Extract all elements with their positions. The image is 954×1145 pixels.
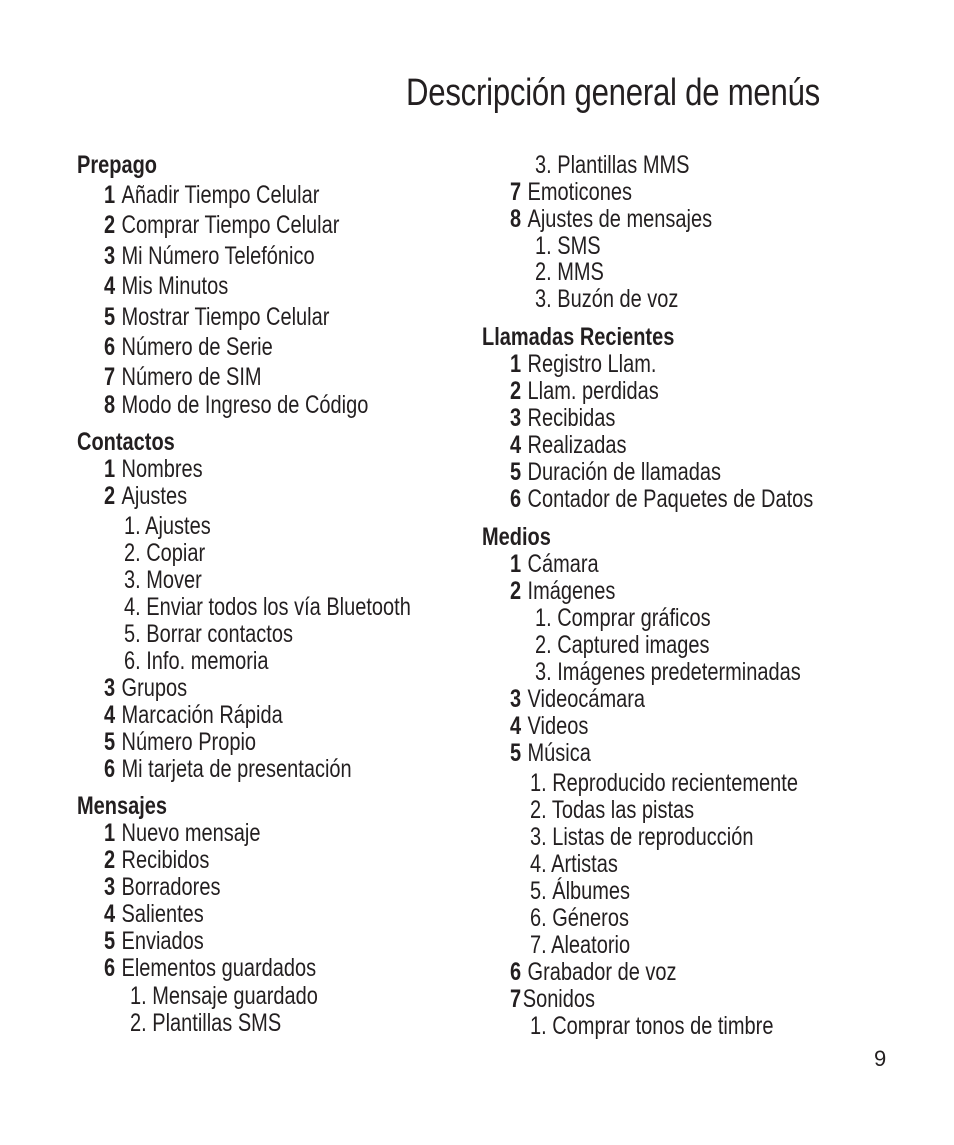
menu-item-number: 5	[104, 728, 116, 756]
menu-item-label: Emoticones	[527, 178, 633, 206]
menu-item-label: Mi Número Telefónico	[121, 242, 315, 270]
page-number: 9	[874, 1046, 887, 1071]
menu-item-number: 6	[104, 755, 116, 783]
menu-item	[104, 391, 368, 419]
menu-item	[104, 873, 220, 901]
menu-item-number: 2	[104, 482, 116, 510]
menu-item	[104, 927, 204, 955]
menu-item-number: 4	[510, 712, 522, 740]
menu-item-number: 7	[510, 985, 522, 1013]
menu-item-number: 5	[104, 927, 116, 955]
submenu-item: 6. Géneros	[530, 904, 629, 932]
submenu-item: 3. Buzón de voz	[535, 285, 679, 313]
menu-item-number: 6	[510, 485, 522, 513]
menu-item-label: Borradores	[121, 873, 221, 901]
menu-item-label: Videocámara	[527, 685, 646, 713]
menu-item-label: Comprar Tiempo Celular	[121, 211, 340, 239]
menu-item	[104, 211, 339, 239]
menu-item	[510, 985, 595, 1013]
menu-item-label: Marcación Rápida	[121, 701, 283, 729]
submenu-item: 2. Todas las pistas	[530, 796, 695, 824]
submenu-item: 7. Aleatorio	[530, 931, 631, 959]
menu-item	[104, 701, 283, 729]
menu-item	[104, 303, 329, 331]
menu-item-label: Añadir Tiempo Celular	[121, 181, 320, 209]
menu-item	[104, 755, 352, 783]
submenu-item: 2. Captured images	[535, 631, 710, 659]
submenu-item: 2. Copiar	[124, 539, 206, 567]
menu-item-number: 7	[104, 363, 116, 391]
menu-item	[510, 739, 591, 767]
menu-item	[104, 242, 315, 270]
submenu-item: 6. Info. memoria	[124, 647, 269, 675]
submenu-item: 1. Ajustes	[124, 512, 211, 540]
menu-item-label: Recibidas	[527, 404, 616, 432]
menu-item-number: 8	[104, 391, 116, 419]
menu-item	[510, 550, 599, 578]
menu-item-number: 3	[510, 685, 522, 713]
menu-item-number: 5	[510, 458, 522, 486]
menu-item-number: 6	[104, 954, 116, 982]
submenu-item: 5. Borrar contactos	[124, 620, 293, 648]
menu-item-number: 1	[510, 550, 522, 578]
menu-item	[510, 350, 656, 378]
menu-item	[510, 205, 712, 233]
menu-item-label: Salientes	[121, 900, 204, 928]
menu-item-label: Enviados	[121, 927, 204, 955]
menu-item-number: 6	[510, 958, 522, 986]
menu-item-number: 5	[510, 739, 522, 767]
menu-item-number: 4	[104, 272, 116, 300]
menu-item	[510, 178, 632, 206]
menu-item-number: 4	[510, 431, 522, 459]
menu-item-number: 4	[104, 900, 116, 928]
menu-item-number: 2	[104, 846, 116, 874]
section-heading: Contactos	[77, 428, 175, 456]
menu-item-label: Nuevo mensaje	[121, 819, 261, 847]
menu-item-label: Mostrar Tiempo Celular	[121, 303, 330, 331]
submenu-item: 3. Plantillas MMS	[535, 151, 690, 179]
menu-item-number: 3	[510, 404, 522, 432]
menu-item	[104, 272, 228, 300]
menu-item	[104, 482, 187, 510]
submenu-item: 1. Mensaje guardado	[130, 982, 318, 1010]
menu-item-label: Modo de Ingreso de Código	[121, 391, 369, 419]
submenu-item: 3. Mover	[124, 566, 202, 594]
menu-item-label: Ajustes de mensajes	[527, 205, 713, 233]
menu-item	[104, 954, 316, 982]
menu-item-number: 2	[104, 211, 116, 239]
submenu-item: 3. Listas de reproducción	[530, 823, 754, 851]
menu-item	[510, 577, 615, 605]
menu-item-number: 3	[104, 242, 116, 270]
menu-item	[104, 900, 204, 928]
menu-item-label: Realizadas	[527, 431, 627, 459]
menu-item-label: Llam. perdidas	[527, 377, 659, 405]
menu-item-label: Elementos guardados	[121, 954, 317, 982]
menu-item-number: 7	[510, 178, 522, 206]
menu-item-number: 1	[104, 819, 116, 847]
menu-item	[510, 377, 659, 405]
menu-item-label: Mis Minutos	[121, 272, 229, 300]
menu-item-label: Número de Serie	[121, 333, 273, 361]
menu-item-number: 1	[104, 455, 116, 483]
menu-item-label: Duración de llamadas	[527, 458, 721, 486]
menu-item-label: Música	[527, 739, 591, 767]
menu-item	[104, 455, 203, 483]
menu-item-number: 2	[510, 377, 522, 405]
section-heading: Prepago	[77, 151, 158, 179]
submenu-item: 5. Álbumes	[530, 877, 631, 905]
menu-item-label: Videos	[527, 712, 589, 740]
section-heading: Llamadas Recientes	[482, 323, 675, 351]
menu-item-number: 5	[104, 303, 116, 331]
submenu-item: 1. Comprar gráficos	[535, 604, 711, 632]
menu-item	[104, 728, 256, 756]
menu-item	[104, 819, 261, 847]
menu-item	[510, 685, 645, 713]
section-heading: Medios	[482, 523, 551, 551]
menu-item-label: Imágenes	[527, 577, 616, 605]
menu-item-number: 8	[510, 205, 522, 233]
section-heading: Mensajes	[77, 792, 168, 820]
menu-item-label: Nombres	[121, 455, 203, 483]
submenu-item: 2. Plantillas SMS	[130, 1009, 282, 1037]
submenu-item: 1. Comprar tonos de timbre	[530, 1012, 774, 1040]
menu-item	[510, 431, 626, 459]
menu-item-number: 3	[104, 873, 116, 901]
menu-item	[104, 674, 187, 702]
menu-item	[510, 485, 813, 513]
menu-item-number: 3	[104, 674, 116, 702]
menu-item	[510, 958, 677, 986]
submenu-item: 3. Imágenes predeterminadas	[535, 658, 801, 686]
submenu-item: 1. SMS	[535, 232, 601, 260]
menu-item-label: Grupos	[121, 674, 188, 702]
menu-item-label: Sonidos	[522, 985, 596, 1013]
menu-item-label: Cámara	[527, 550, 599, 578]
menu-item-number: 4	[104, 701, 116, 729]
menu-item-label: Contador de Paquetes de Datos	[527, 485, 814, 513]
menu-item-number: 1	[104, 181, 116, 209]
menu-item-label: Número Propio	[121, 728, 257, 756]
menu-item	[510, 712, 588, 740]
submenu-item: 1. Reproducido recientemente	[530, 769, 798, 797]
menu-item	[104, 363, 262, 391]
menu-item	[510, 458, 721, 486]
menu-item-label: Recibidos	[121, 846, 210, 874]
menu-item-label: Registro Llam.	[527, 350, 657, 378]
menu-item-label: Ajustes	[121, 482, 188, 510]
submenu-item: 2. MMS	[535, 258, 604, 286]
menu-item-label: Número de SIM	[121, 363, 262, 391]
menu-item-label: Grabador de voz	[527, 958, 677, 986]
menu-item	[510, 404, 615, 432]
menu-item	[104, 846, 209, 874]
submenu-item: 4. Enviar todos los vía Bluetooth	[124, 593, 411, 621]
menu-item	[104, 181, 319, 209]
menu-item-number: 1	[510, 350, 522, 378]
menu-item-label: Mi tarjeta de presentación	[121, 755, 352, 783]
menu-item	[104, 333, 273, 361]
menu-item-number: 6	[104, 333, 116, 361]
submenu-item: 4. Artistas	[530, 850, 618, 878]
menu-item-number: 2	[510, 577, 522, 605]
page-title: Descripción general de menús	[406, 72, 821, 114]
